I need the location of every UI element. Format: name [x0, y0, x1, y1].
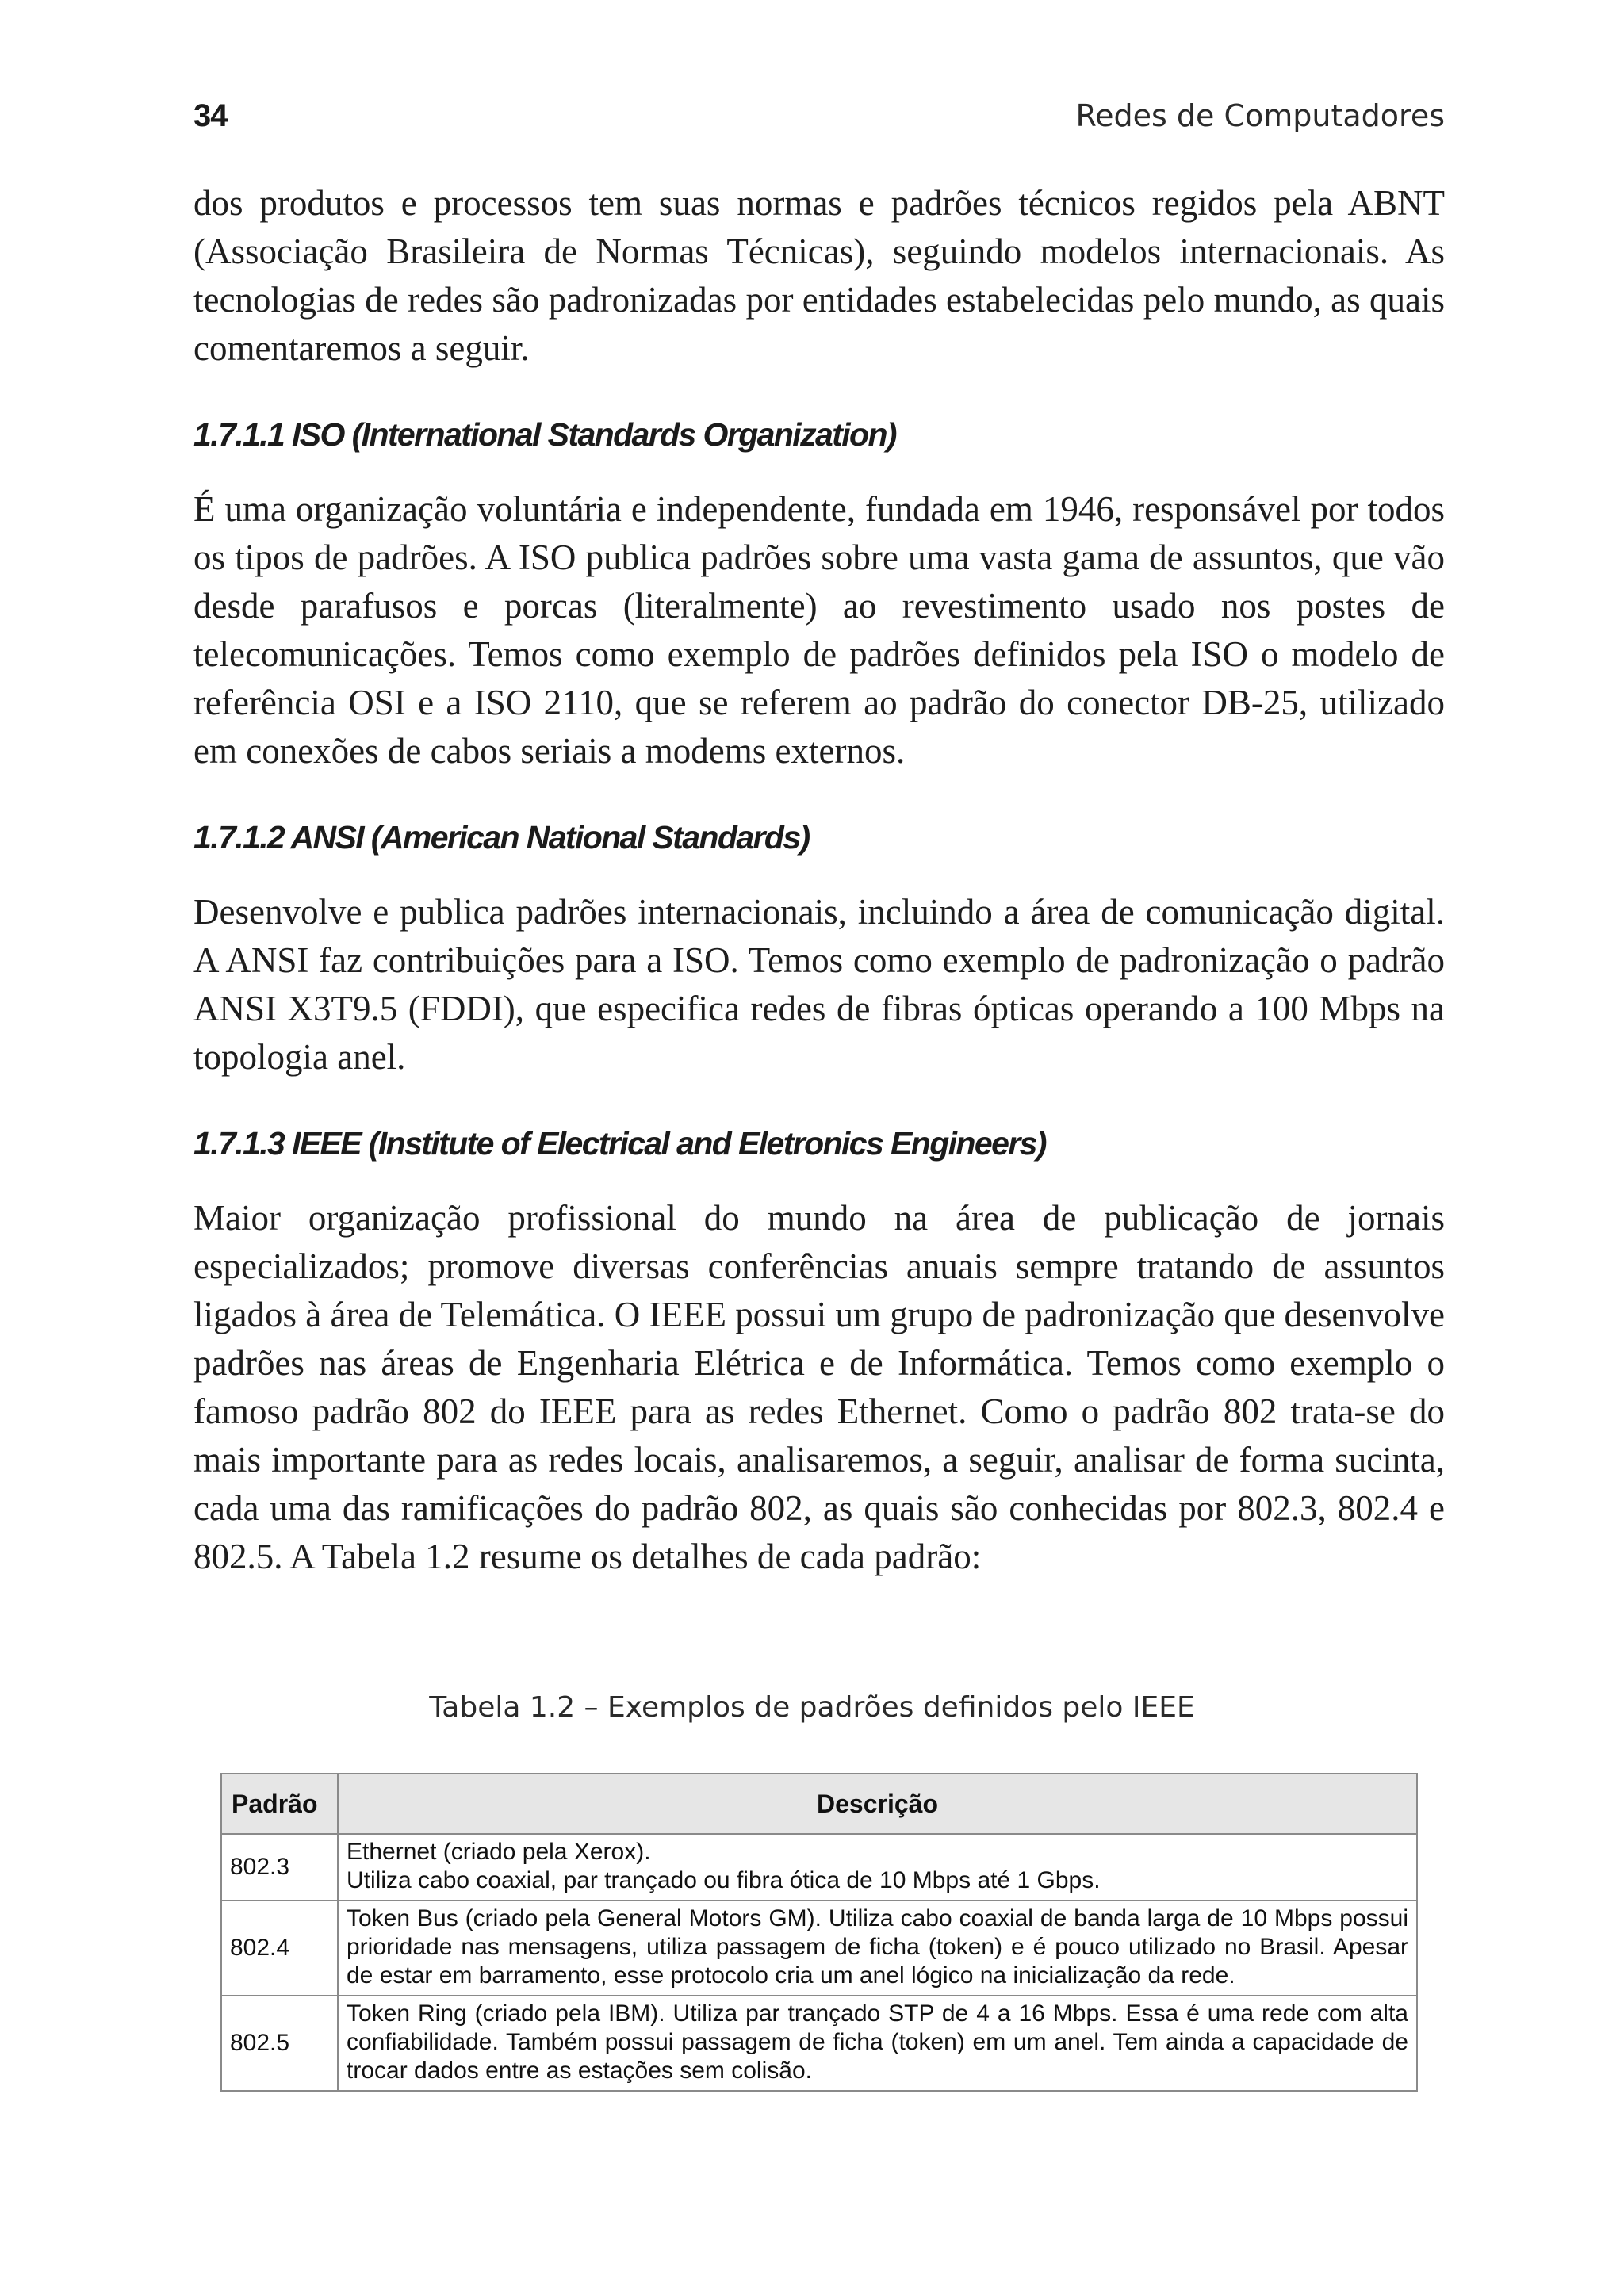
table-row — [221, 1834, 1417, 1901]
table-caption: Tabela 1.2 – Exemplos de padrões definidos pelo IEEE — [429, 1691, 1195, 1724]
cell-descricao — [338, 1834, 1417, 1901]
running-header-title: Redes de Computadores — [1075, 98, 1445, 133]
cell-padrao: 802.3 — [221, 1834, 338, 1901]
section-heading-iso: 1.7.1.1 ISO (International Standards Organization) — [193, 416, 896, 453]
table-row — [221, 1901, 1417, 1996]
column-header-padrao: Padrão — [221, 1774, 338, 1834]
section-heading-ieee: 1.7.1.3 IEEE (Institute of Electrical and Eletronics Engineers) — [193, 1125, 1046, 1162]
column-header-descricao: Descrição — [338, 1774, 1417, 1834]
section-paragraph-ansi: Desenvolve e publica padrões internacionais, incluindo a área de comunicação digital. A ANSI faz contribuições para a ISO. Temos como exemplo de padronização o padrão ANSI X3T9.5 (FDDI), que especifica redes de fibras ópticas operando a 100 Mbps na topologia anel. — [193, 892, 1445, 1077]
cell-descricao: Token Bus (criado pela General Motors GM). Utiliza cabo coaxial de banda larga de 10 Mbps possui prioridade nas mensagens, utiliza passagem de ficha (token) e é pouco utilizado no Brasil. Apesar de estar em barramento, esse protocolo cria um anel lógico na inicialização da rede. — [338, 1901, 1417, 1996]
page-body — [193, 179, 1445, 1581]
table-header-row — [221, 1774, 1417, 1834]
page-number: 34 — [193, 98, 228, 133]
cell-descricao-line: Utiliza cabo coaxial, par trançado ou fibra ótica de 10 Mbps até 1 Gbps. — [347, 1867, 1101, 1893]
ieee-standards-table — [220, 1773, 1418, 2092]
cell-padrao: 802.5 — [221, 1996, 338, 2091]
intro-paragraph: dos produtos e processos tem suas normas e padrões técnicos regidos pela ABNT (Associação Brasileira de Normas Técnicas), seguindo modelos internacionais. As tecnologias de redes são padronizadas por entidades estabelecidas pelo mundo, as quais comentaremos a seguir. — [193, 183, 1445, 368]
section-paragraph-ieee: Maior organização profissional do mundo na área de publicação de jornais especializados; promove diversas conferências anuais sempre tratando de assuntos ligados à área de Telemática. O IEEE possui um grupo de padronização que desenvolve padrões nas áreas de Engenharia Elétrica e de Informática. Temos como exemplo o famoso padrão 802 do IEEE para as redes Ethernet. Como o padrão 802 trata-se do mais importante para as redes locais, analisaremos, a seguir, analisar de forma sucinta, cada uma das ramificações do padrão 802, as quais são conhecidas por 802.3, 802.4 e 802.5. A Tabela 1.2 resume os detalhes de cada padrão: — [193, 1198, 1445, 1576]
cell-padrao: 802.4 — [221, 1901, 338, 1996]
table-row — [221, 1996, 1417, 2091]
cell-descricao: Token Ring (criado pela IBM). Utiliza par trançado STP de 4 a 16 Mbps. Essa é uma rede com alta confiabilidade. Também possui passagem de ficha (token) em um anel. Tem ainda a capacidade de trocar dados entre as estações sem colisão. — [338, 1996, 1417, 2091]
cell-descricao-line: Ethernet (criado pela Xerox). — [347, 1839, 651, 1865]
section-paragraph-iso: É uma organização voluntária e independente, fundada em 1946, responsável por todos os tipos de padrões. A ISO publica padrões sobre uma vasta gama de assuntos, que vão desde parafusos e porcas (literalmente) ao revestimento usado nos postes de telecomunicações. Temos como exemplo de padrões definidos pela ISO o modelo de referência OSI e a ISO 2110, que se referem ao padrão do conector DB-25, utilizado em conexões de cabos seriais a modems externos. — [193, 489, 1445, 771]
section-heading-ansi: 1.7.1.2 ANSI (American National Standards) — [193, 819, 810, 856]
